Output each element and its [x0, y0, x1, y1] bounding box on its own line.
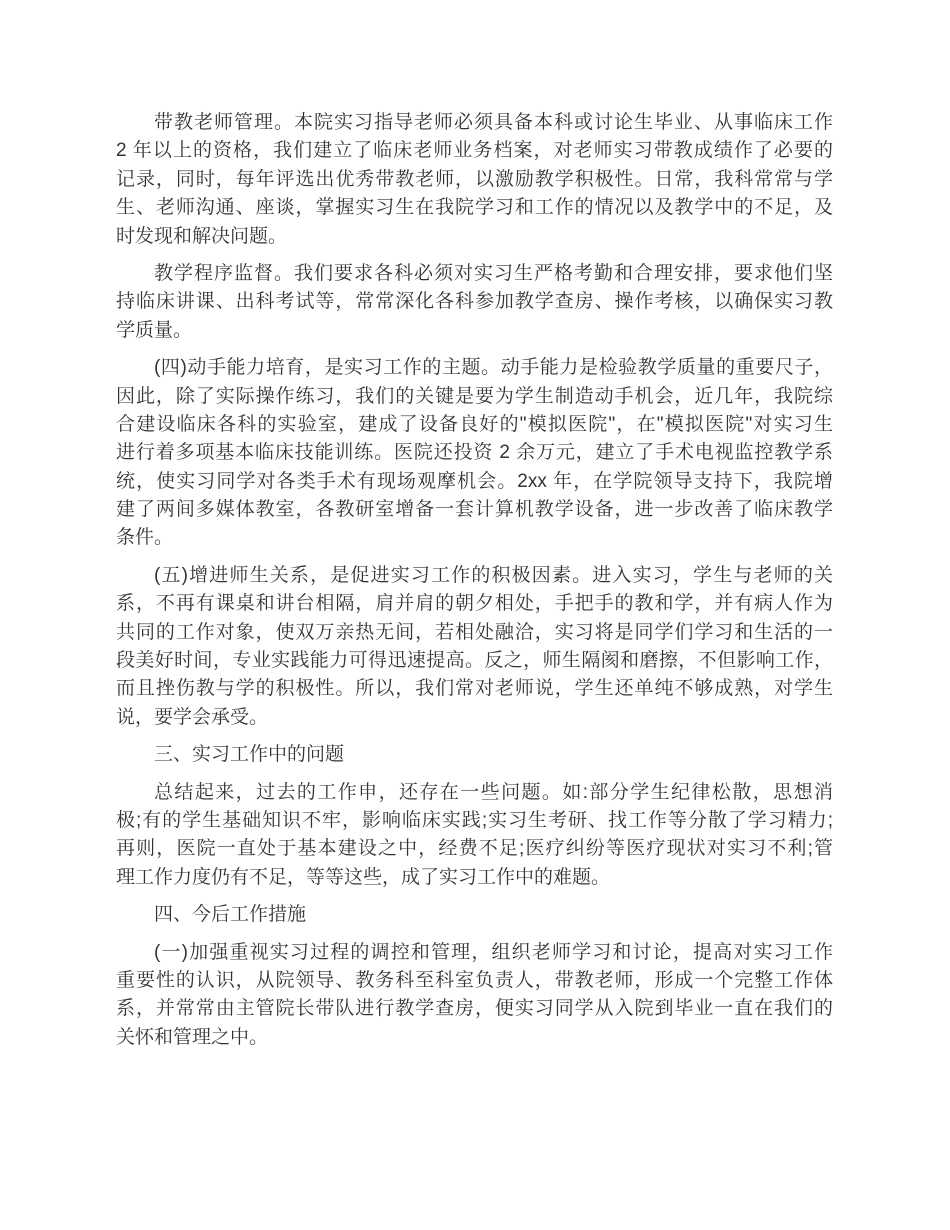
text-line: 条件。 — [116, 527, 174, 549]
paragraph — [116, 109, 833, 251]
section-heading — [116, 901, 833, 929]
text-line: 生、老师沟通、座谈，掌握实习生在我院学习和工作的情况以及教学中的不足，及 — [116, 197, 833, 219]
heading-line: 四、今后工作措施 — [154, 904, 307, 926]
text-line: 而且挫伤教与学的积极性。所以，我们常对老师说，学生还单纯不够成熟，对学生 — [116, 678, 833, 700]
text-line: 再则，医院一直处于基本建设之中，经费不足;医疗纠纷等医疗现状对实习不利;管 — [116, 838, 833, 860]
text-line: 2 年以上的资格，我们建立了临床老师业务档案，对老师实习带教成绩作了必要的 — [116, 140, 833, 162]
heading-line: 三、实习工作中的问题 — [154, 744, 345, 766]
text-line: 重要性的认识，从院领导、教务科至科室负责人，带教老师，形成一个完整工作体 — [116, 969, 833, 991]
paragraph — [116, 260, 833, 345]
text-line: 教学程序监督。我们要求各科必须对实习生严格考勤和合理安排，要求他们坚 — [154, 262, 833, 284]
text-line: 统，使实习同学对各类手术有现场观摩机会。2xx 年，在学院领导支持下，我院增 — [116, 470, 833, 492]
text-line: (四)动手能力培育，是实习工作的主题。动手能力是检验教学质量的重要尺子， — [154, 357, 833, 379]
text-line: 建了两间多媒体教室，各教研室增备一套计算机教学设备，进一步改善了临床教学 — [116, 499, 833, 521]
text-line: 极;有的学生基础知识不牢，影响临床实践;实习生考研、找工作等分散了学习精力; — [116, 809, 833, 831]
text-line: 持临床讲课、出科考试等，常常深化各科参加教学查房、操作考核，以确保实习教 — [116, 291, 833, 313]
paragraph — [116, 354, 833, 553]
text-line: 时发现和解决问题。 — [116, 225, 288, 247]
text-line: (一)加强重视实习过程的调控和管理，组织老师学习和讨论，提高对实习工作 — [154, 941, 833, 963]
text-line: 理工作力度仍有不足，等等这些，成了实习工作中的难题。 — [116, 866, 611, 888]
text-line: 进行着多项基本临床技能训练。医院还投资 2 余万元，建立了手术电视监控教学系 — [116, 442, 833, 464]
text-line: 带教老师管理。本院实习指导老师必须具备本科或讨论生毕业、从事临床工作 — [154, 112, 833, 133]
text-line: 记录，同时，每年评选出优秀带教老师，以激励教学积极性。日常，我科常常与学 — [116, 168, 833, 190]
text-line: 合建设临床各科的实验室，建成了设备良好的"模拟医院"，在"模拟医院"对实习生 — [116, 413, 833, 435]
text-line: 关怀和管理之中。 — [116, 1026, 269, 1048]
text-line: (五)增进师生关系，是促进实习工作的积极因素。进入实习，学生与老师的关 — [154, 564, 833, 586]
text-line: 总结起来，过去的工作申，还存在一些问题。如:部分学生纪律松散，思想消 — [154, 781, 833, 803]
text-line: 学质量。 — [116, 319, 193, 341]
text-line: 共同的工作对象，使双万亲热无间，若相处融洽，实习将是同学们学习和生活的一 — [116, 621, 833, 643]
text-line: 系，不再有课桌和讲台相隔，肩并肩的朝夕相处，手把手的教和学，并有病人作为 — [116, 593, 833, 615]
paragraph — [116, 562, 833, 732]
text-line: 因此，除了实际操作练习，我们的关键是要为学生制造动手机会，近几年，我院综 — [116, 385, 833, 407]
section-heading — [116, 741, 833, 769]
paragraph — [116, 939, 833, 1053]
text-line: 段美好时间，专业实践能力可得迅速提高。反之，师生隔阂和磨擦，不但影响工作， — [116, 650, 833, 672]
text-line: 系，并常常由主管院长带队进行教学查房，便实习同学从入院到毕业一直在我们的 — [116, 998, 833, 1020]
paragraph — [116, 779, 833, 893]
text-line: 说，要学会承受。 — [116, 706, 269, 728]
